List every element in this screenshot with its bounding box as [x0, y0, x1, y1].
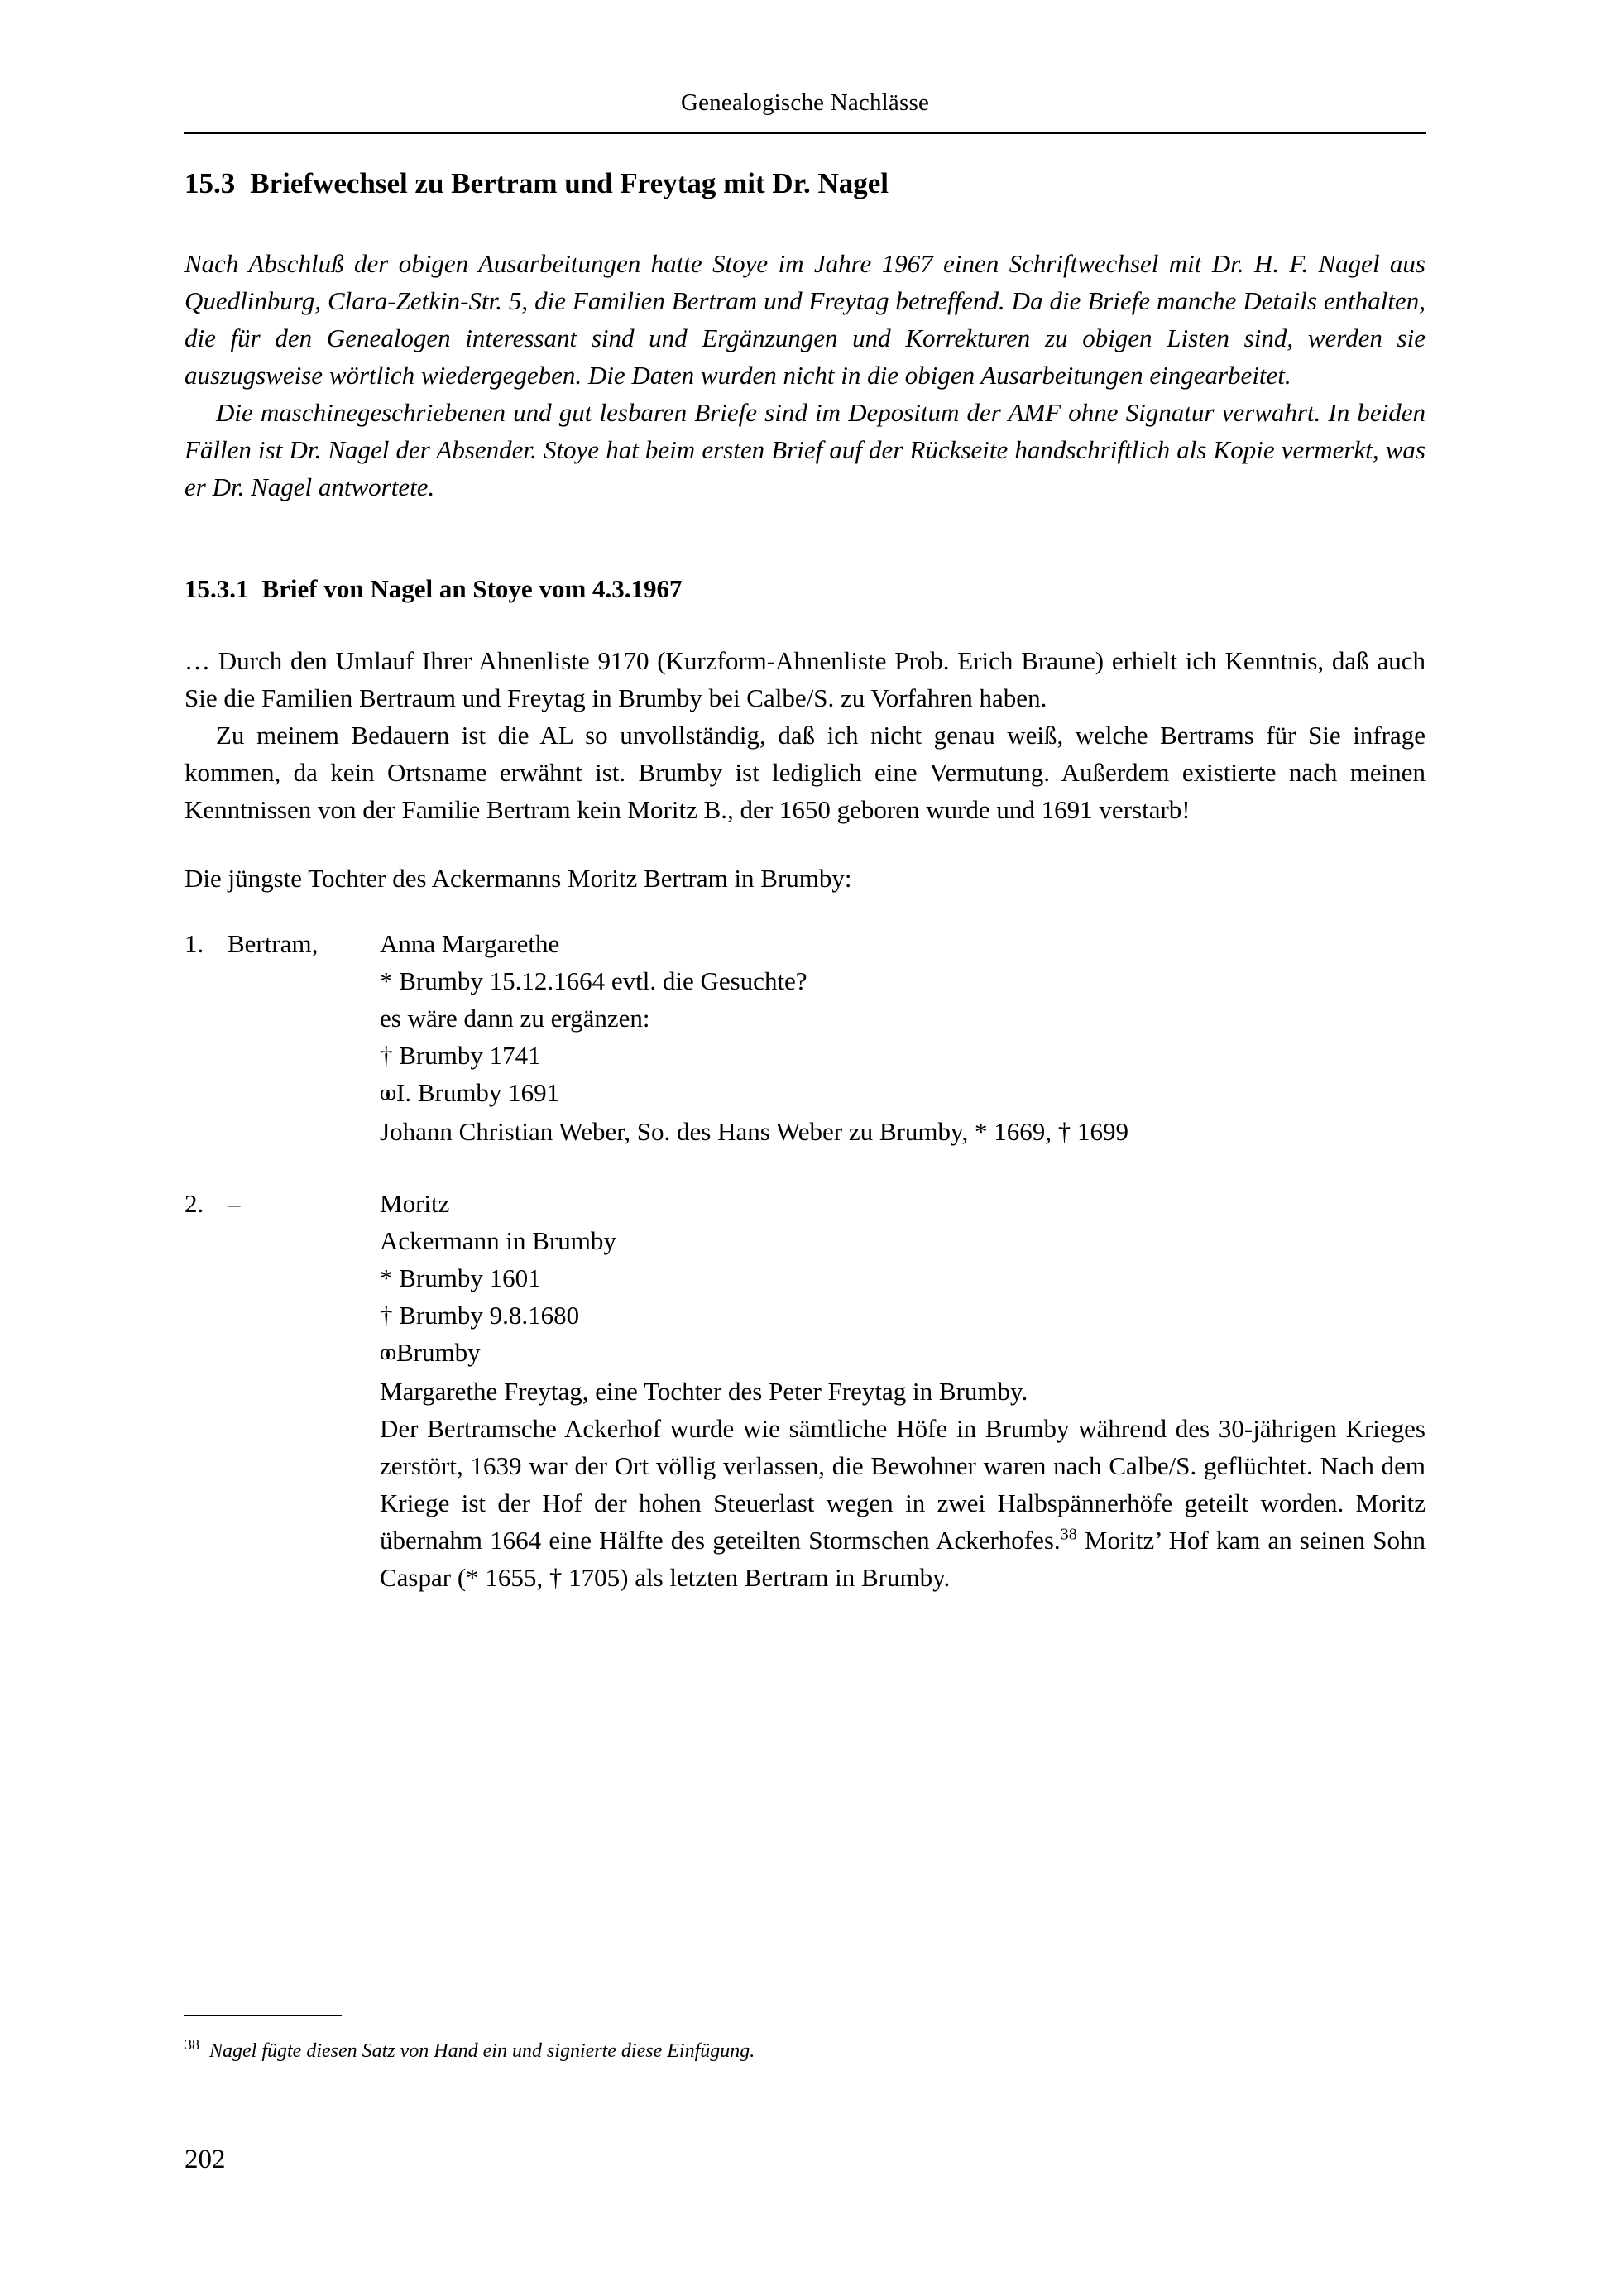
list-item-marker: 1. [184, 928, 204, 958]
subsection-heading [184, 573, 1426, 606]
genealogy-list [184, 925, 1426, 1596]
detail-line-name: Moritz [380, 1188, 450, 1218]
footnote-text: Nagel fügte diesen Satz von Hand ein und signierte diese Einfügung. [209, 2040, 755, 2062]
detail-line-spouse: Margarethe Freytag, eine Tochter des Peter Freytag in Brumby. [380, 1376, 1028, 1406]
list-item-surname: – [228, 1188, 241, 1218]
subsection-title: Brief von Nagel an Stoye vom 4.3.1967 [261, 573, 683, 603]
list-item-surname: Bertram, [228, 928, 319, 958]
body-paragraph-1: … Durch den Umlauf Ihrer Ahnenliste 9170 (Kurzform-Ahnenliste Prob. Erich Braune) erhielt ich Kenntnis, daß auch Sie die Familien Bertraum und Freytag in Brumby bei Calbe/S. zu Vorfahren haben. [184, 645, 1426, 712]
footnote-separator-rule [184, 2015, 342, 2016]
detail-line-death: † Brumby 1741 [380, 1040, 541, 1070]
list-item [184, 925, 1426, 1150]
marriage-symbol-icon: oo [380, 1340, 391, 1364]
header-rule [184, 132, 1426, 134]
body-paragraph-2: Zu meinem Bedauern ist die AL so unvollständig, daß ich nicht genau weiß, welche Bertrams für Sie infrage kommen, da kein Ortsname erwähnt ist. Brumby ist lediglich eine Vermutung. Außerdem existierte nach meinen Kenntnissen von der Familie Bertram kein Moritz B., der 1650 geboren wurde und 1691 verstarb! [184, 720, 1426, 824]
detail-line-marriage [380, 1074, 1426, 1113]
spacer [184, 506, 1426, 573]
intro-paragraph-2: Die maschinegeschriebenen und gut lesbaren Briefe sind im Depositum der AMF ohne Signatur verwahrt. In beiden Fällen ist Dr. Nagel der Absender. Stoye hat beim ersten Brief auf der Rückseite handschriftlich als Kopie vermerkt, was er Dr. Nagel antwortete. [184, 397, 1426, 501]
marriage-symbol-icon: oo [380, 1080, 391, 1105]
detail-line-note: es wäre dann zu ergänzen: [380, 1003, 650, 1033]
detail-line-name: Anna Margarethe [380, 928, 560, 958]
page-content [184, 165, 1426, 1596]
spacer [184, 202, 1426, 245]
page-number: 202 [184, 2145, 226, 2174]
section-heading [184, 165, 1426, 202]
footnote-marker: 38 [1060, 1525, 1077, 1544]
section-number: 15.3 [184, 167, 236, 199]
history-text-a: Der Bertramsche Ackerhof wurde wie sämtliche Höfe in Brumby während des 30-jährigen Krieges zerstört, 1639 war der Ort völlig verlassen, die Bewohner waren nach Calbe/S. geflüchtet. Nach dem Kriege ist der Hof der hohen Steuerlast wegen in zwei Halbspännerhöfe geteilt worden. Moritz übernahm 1664 eine Hälfte des geteilten Stormschen Ackerhofes. [380, 1413, 1426, 1555]
list-item-details [380, 925, 1426, 1150]
detail-line-occupation: Ackermann in Brumby [380, 1225, 616, 1255]
detail-line-birth: * Brumby 15.12.1664 evtl. die Gesuchte? [380, 966, 807, 995]
list-item [184, 1185, 1426, 1596]
detail-line-spouse: Johann Christian Weber, So. des Hans Weber zu Brumby, * 1669, † 1699 [380, 1116, 1128, 1146]
spacer [184, 897, 1426, 925]
list-item-marker: 2. [184, 1188, 204, 1218]
spacer [184, 828, 1426, 860]
history-text-b: Moritz’ Hof kam an seinen Sohn Caspar (* 1655, † 1705) als letzten Bertram in Brumby. [380, 1525, 1426, 1592]
footnote-number: 38 [184, 2036, 199, 2053]
intro-paragraph-1: Nach Abschluß der obigen Ausarbeitungen hatte Stoye im Jahre 1967 einen Schriftwechsel mit Dr. H. F. Nagel aus Quedlinburg, Clara-Zetkin-Str. 5, die Familien Bertram und Freytag betreffend. Da die Briefe manche Details enthalten, die für den Genealogen interessant sind und Ergänzungen und Korrekturen zu obigen Listen sind, werden sie auszugsweise wörtlich wiedergegeben. Die Daten wurden nicht in die obigen Ausarbeitungen eingearbeitet. [184, 248, 1426, 390]
detail-paragraph-history [380, 1410, 1426, 1596]
running-header: Genealogische Nachlässe [680, 89, 930, 116]
spacer [184, 606, 1426, 642]
footnote [184, 2037, 1426, 2065]
detail-line-birth: * Brumby 1601 [380, 1263, 541, 1292]
detail-line-marriage [380, 1334, 1426, 1373]
detail-line-marriage-text: I. Brumby 1691 [396, 1077, 560, 1107]
list-item-details [380, 1185, 1426, 1596]
section-title: Briefwechsel zu Bertram und Freytag mit Dr. Nagel [250, 167, 889, 199]
body-paragraph-3: Die jüngste Tochter des Ackermanns Moritz Bertram in Brumby: [184, 863, 852, 893]
detail-line-death: † Brumby 9.8.1680 [380, 1300, 580, 1330]
detail-line-marriage-text: Brumby [396, 1337, 481, 1367]
subsection-number: 15.3.1 [184, 573, 249, 603]
